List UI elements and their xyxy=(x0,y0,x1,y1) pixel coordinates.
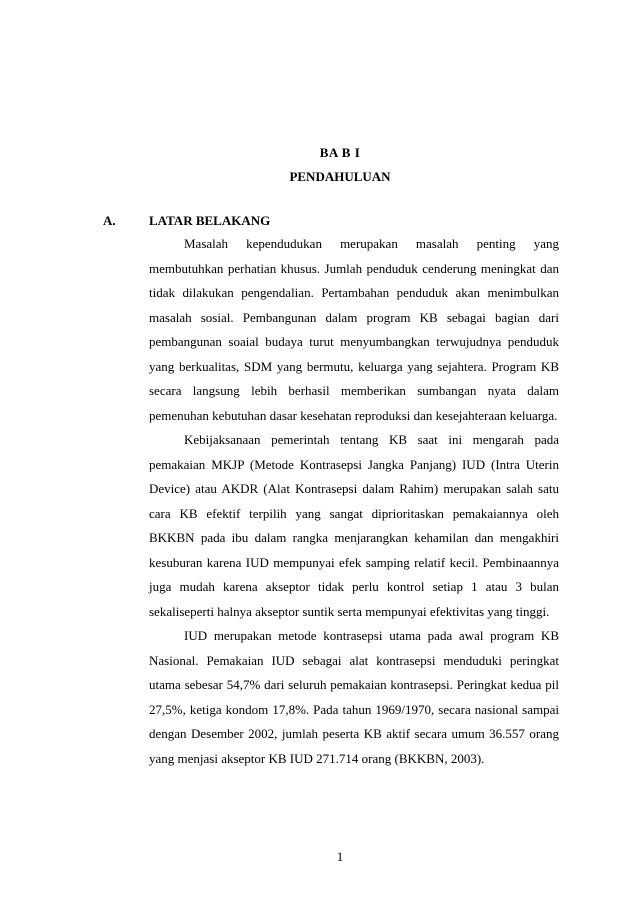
chapter-label: BA B I xyxy=(319,145,361,160)
paragraph-2: Kebijaksanaan pemerintah tentang KB saat ini mengarah pada pemakaian MKJP (Metode Kontrasepsi Jangka Panjang) IUD (Intra Uterin Device) atau AKDR (Alat Kontrasepsi dalam Rahim) merupakan salah satu cara KB efektif terpilih yang sangat diprioritaskan pemakaiannya oleh BKKBN pada ibu dalam rangka menjarangkan kehamilan dan mengakhiri kesuburan karena IUD mempunyai efek samping relatif kecil. Pembinaannya juga mudah karena akseptor tidak perlu kontrol setiap 1 atau 3 bulan sekaliseperti halnya akseptor suntik serta mempunyai efektivitas yang tinggi. xyxy=(149,432,559,619)
chapter-title: PENDAHULUAN xyxy=(289,169,391,184)
paragraph-1: Masalah kependudukan merupakan masalah penting yang membutuhkan perhatian khusus. Jumlah penduduk cenderung meningkat dan tidak dilakukan pengendalian. Pertambahan penduduk akan menimbulkan masalah sosial. Pembangunan dalam program KB sebagai bagian dari pembangunan soaial budaya turut menyumbangkan terwujudnya penduduk yang berkualitas, SDM yang bermutu, keluarga yang sejahtera. Program KB secara langsung lebih berhasil memberikan sumbangan nyata dalam pemenuhan kebutuhan dasar kesehatan reproduksi dan kesejahteraan keluarga. xyxy=(149,236,559,423)
section-letter: A. xyxy=(103,213,116,228)
section-heading: LATAR BELAKANG xyxy=(149,213,271,228)
page-number: 1 xyxy=(336,849,344,864)
paragraph-3: IUD merupakan metode kontrasepsi utama pada awal program KB Nasional. Pemakaian IUD sebagai alat kontrasepsi menduduki peringkat utama sebesar 54,7% dari seluruh pemakaian kontrasepsi. Peringkat kedua pil 27,5%, ketiga kondom 17,8%. Pada tahun 1969/1970, secara nasional sampai dengan Desember 2002, jumlah peserta KB aktif secara umum 36.557 orang yang menjasi akseptor KB IUD 271.714 orang (BKKBN, 2003). xyxy=(149,628,559,766)
body-text xyxy=(149,232,559,771)
